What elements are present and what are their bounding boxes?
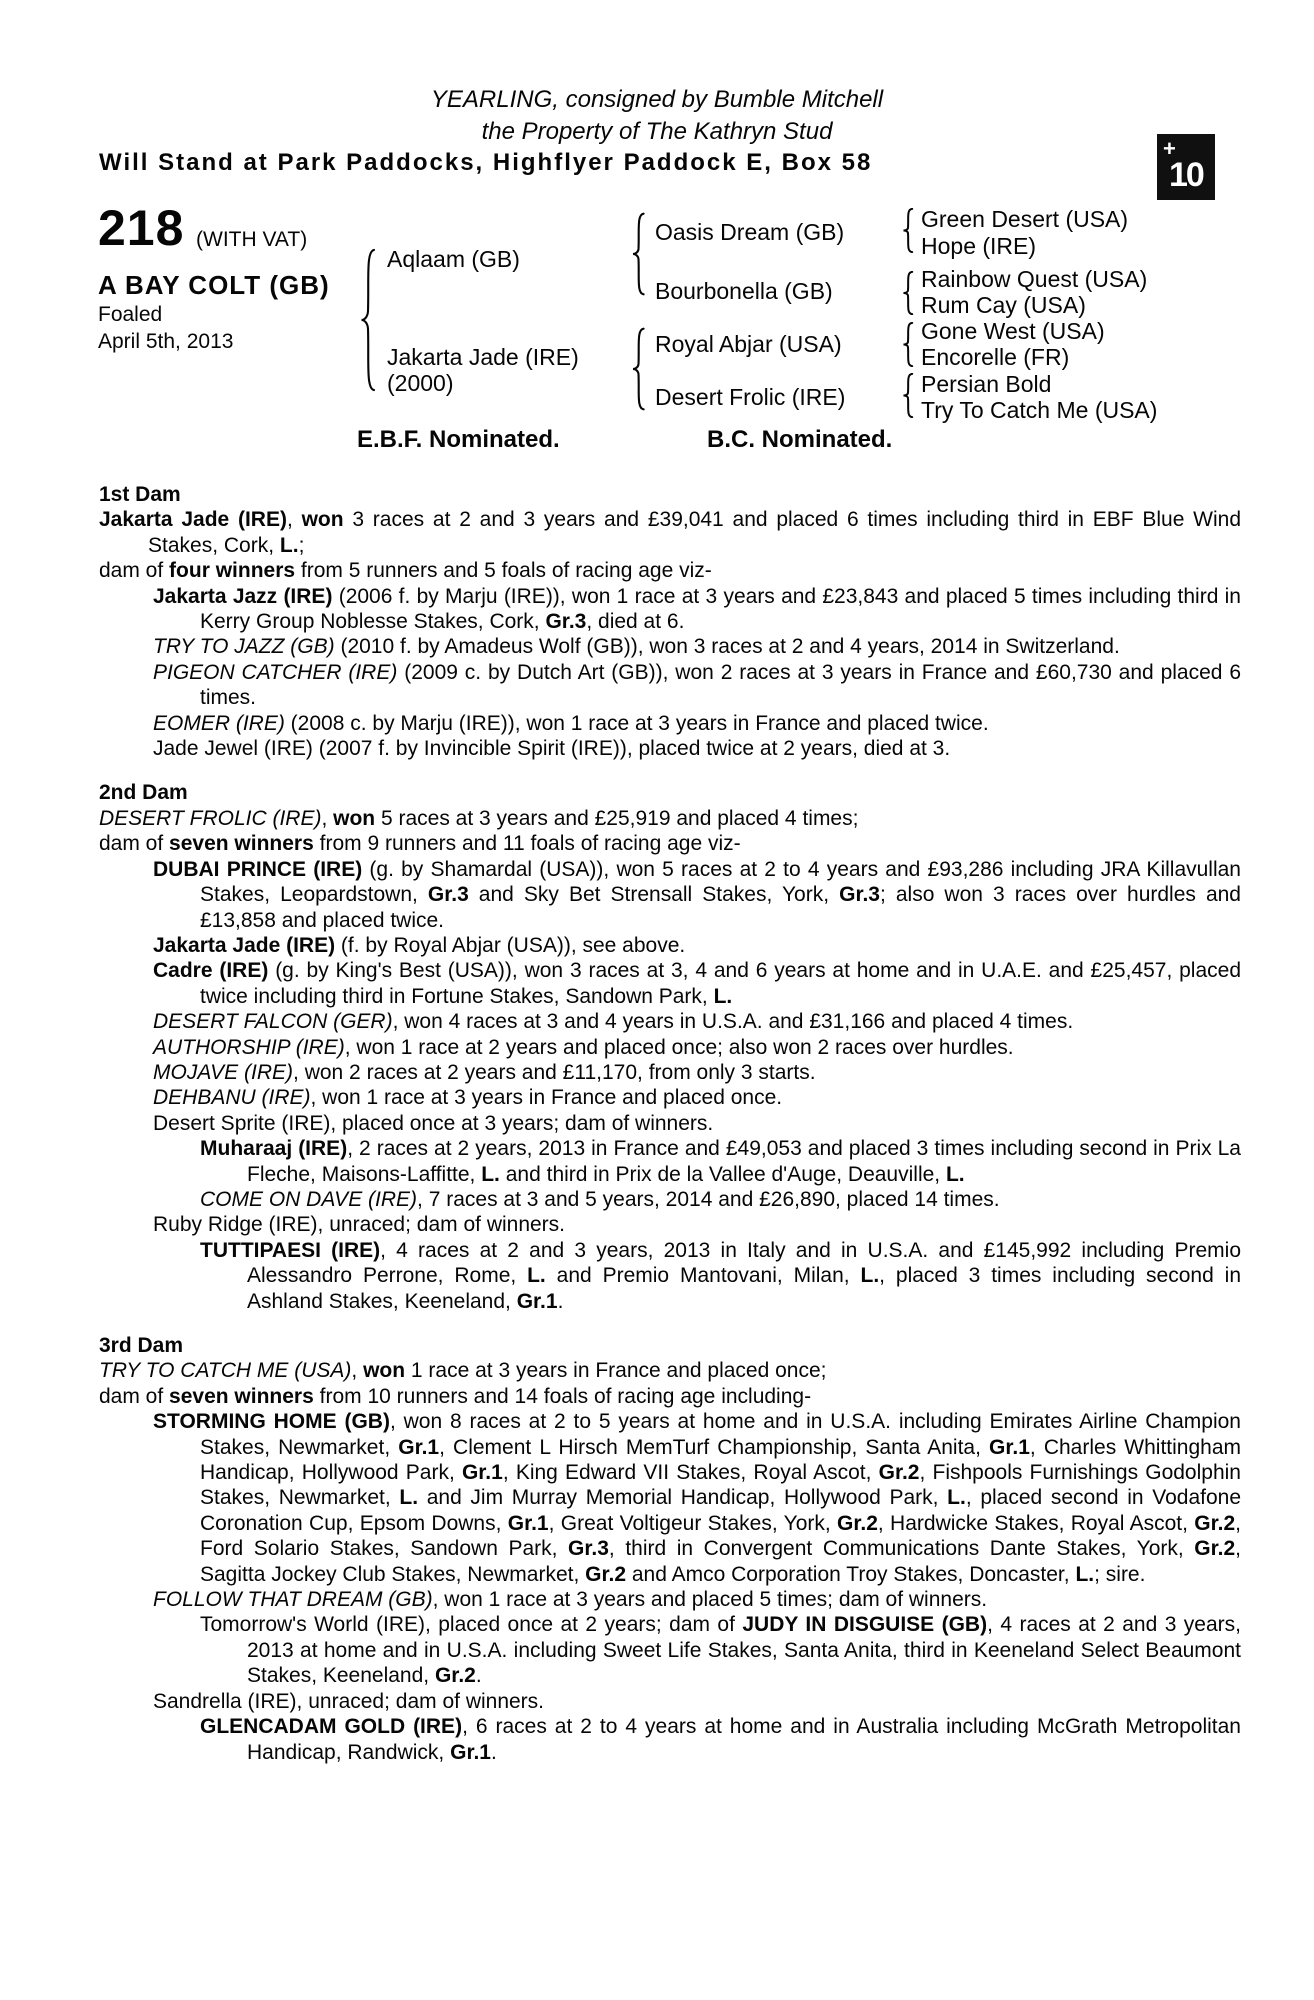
- text-run: Gr.3: [839, 883, 880, 907]
- section-heading: 3rd Dam: [99, 1334, 184, 1357]
- text-run: from 5 runners and 5 foals of racing age viz-: [295, 559, 712, 583]
- text-run: L.: [279, 533, 299, 557]
- text-run: dam of: [99, 559, 170, 583]
- text-run: , Great Voltigeur Stakes, York,: [548, 1511, 838, 1535]
- pedigree-brace-icon: [901, 373, 915, 418]
- text-run: , won 8 races at 2 to 5 years at home and in U.S.A. including Emirates Airline Champion Stakes, Newmarket,: [200, 1410, 1241, 1459]
- text-run: L.: [945, 1162, 965, 1186]
- text-run: , Ford Solario Stakes, Sandown Park,: [200, 1511, 1241, 1561]
- great-grandparent-name: Hope (IRE): [921, 233, 1037, 259]
- horse-description: A BAY COLT (GB): [98, 270, 330, 300]
- text-run: L.: [947, 1486, 966, 1510]
- text-run: TRY TO CATCH ME (USA): [99, 1359, 352, 1383]
- text-run: ,: [321, 806, 334, 830]
- pedigree-brace-icon: [901, 208, 915, 253]
- text-run: 5 races at 3 years and £25,919 and placed 4 times;: [375, 806, 859, 830]
- text-run: EOMER (IRE): [153, 711, 285, 735]
- logo-plus-icon: +: [1163, 136, 1176, 161]
- text-run: DEHBANU (IRE): [153, 1086, 311, 1110]
- vat-status: (WITH VAT): [196, 228, 308, 251]
- text-run: ;: [298, 533, 305, 557]
- section-heading: 2nd Dam: [99, 781, 188, 805]
- text-run: , King Edward VII Stakes, Royal Ascot,: [502, 1461, 879, 1485]
- text-run: from 10 runners and 14 foals of racing age including-: [313, 1384, 812, 1408]
- text-run: (f. by Royal Abjar (USA)), see above.: [335, 933, 686, 957]
- text-run: L.: [860, 1264, 880, 1288]
- text-run: , won 1 race at 3 years in France and placed once.: [310, 1086, 783, 1110]
- catalog-paragraph: [99, 1085, 1241, 1110]
- text-run: 1 race at 3 years in France and placed once;: [405, 1359, 827, 1383]
- text-run: (g. by King's Best (USA)), won 3 races at 3, 4 and 6 years at home and in U.A.E. and £25,457, placed twice including third in Fortune Stakes, Sandown Park,: [200, 959, 1242, 1008]
- dam-section: [99, 482, 1241, 761]
- text-run: won: [363, 1359, 406, 1383]
- text-run: L.: [1075, 1562, 1095, 1586]
- great-grandparent-name: Encorelle (FR): [921, 344, 1070, 370]
- catalog-paragraph: [99, 634, 1241, 659]
- text-run: Muharaaj (IRE): [200, 1137, 348, 1161]
- text-run: Gr.1: [450, 1740, 491, 1764]
- foaled-date: April 5th, 2013: [98, 330, 234, 353]
- text-run: MOJAVE (IRE): [153, 1060, 294, 1084]
- text-run: and Premio Mantovani, Milan,: [545, 1264, 861, 1288]
- text-run: from 9 runners and 11 foals of racing age viz-: [313, 832, 741, 856]
- great-grandparent-name: Rum Cay (USA): [921, 292, 1086, 318]
- text-run: .: [490, 1740, 497, 1764]
- catalog-paragraph: [99, 1212, 1241, 1237]
- text-run: Sandrella (IRE), unraced; dam of winners.: [153, 1689, 545, 1713]
- sire-name: Aqlaam (GB): [387, 246, 520, 272]
- catalog-paragraph: [99, 1384, 1241, 1409]
- text-run: L.: [481, 1162, 500, 1186]
- catalog-paragraph: [99, 507, 1241, 558]
- text-run: .: [557, 1289, 564, 1313]
- catalog-paragraph: [99, 1035, 1241, 1060]
- catalog-paragraph: [99, 736, 1241, 761]
- text-run: Gr.1: [461, 1461, 503, 1485]
- catalog-paragraph: [99, 1136, 1241, 1187]
- text-run: , Fishpools Furnishings Godolphin Stakes, Newmarket,: [200, 1461, 1241, 1510]
- text-run: Ruby Ridge (IRE), unraced; dam of winners.: [153, 1213, 566, 1237]
- text-run: AUTHORSHIP (IRE): [153, 1035, 345, 1059]
- text-run: , Clement L Hirsch MemTurf Championship, Santa Anita,: [439, 1435, 990, 1459]
- text-run: DESERT FROLIC (IRE): [99, 806, 322, 830]
- great-grandparent-name: Persian Bold: [921, 371, 1052, 397]
- text-run: Gr.3: [568, 1537, 609, 1561]
- property-line: the Property of The Kathryn Stud: [481, 118, 833, 145]
- text-run: Gr.1: [989, 1435, 1030, 1459]
- text-run: , died at 6.: [586, 610, 685, 634]
- catalog-paragraph: [99, 1612, 1241, 1688]
- text-run: STORMING HOME (GB): [153, 1410, 390, 1434]
- great-grandparent-name: Gone West (USA): [921, 318, 1105, 344]
- text-run: , won 4 races at 3 and 4 years in U.S.A. and £31,166 and placed 4 times.: [392, 1010, 1074, 1034]
- pedigree-brace-icon: [901, 271, 915, 315]
- text-run: , placed 3 times including second in Ashland Stakes, Keeneland,: [247, 1264, 1241, 1313]
- text-run: ,: [351, 1359, 364, 1383]
- text-run: .: [475, 1664, 482, 1688]
- text-run: dam of: [99, 1384, 170, 1408]
- catalog-paragraph: [99, 1587, 1241, 1612]
- text-run: L.: [527, 1264, 546, 1288]
- text-run: , 6 races at 2 to 4 years at home and in Australia including McGrath Metropolitan Handicap, Randwick,: [247, 1715, 1241, 1764]
- great-grandparent-name: Try To Catch Me (USA): [921, 397, 1158, 423]
- text-run: Desert Sprite (IRE), placed once at 3 years; dam of winners.: [153, 1111, 714, 1135]
- text-run: and Jim Murray Memorial Handicap, Hollywood Park,: [418, 1486, 948, 1510]
- text-run: L.: [713, 984, 733, 1008]
- text-run: and third in Prix de la Vallee d'Auge, Deauville,: [499, 1162, 946, 1186]
- lot-number: 218: [98, 200, 185, 256]
- text-run: dam of: [99, 832, 170, 856]
- text-run: four winners: [169, 559, 296, 583]
- consignor-line: YEARLING, consigned by Bumble Mitchell: [430, 86, 884, 113]
- catalog-paragraph: [99, 831, 1241, 856]
- text-run: Gr.1: [398, 1435, 440, 1459]
- text-run: (2009 c. by Dutch Art (GB)), won 2 races at 3 years in France and £60,730 and placed 6 times.: [200, 660, 1241, 710]
- text-run: Gr.1: [507, 1511, 549, 1535]
- text-run: Gr.3: [545, 610, 587, 634]
- dam-section: [99, 1333, 1241, 1765]
- text-run: GLENCADAM GOLD (IRE): [200, 1715, 463, 1739]
- foaled-label: Foaled: [98, 303, 163, 326]
- text-run: ,: [286, 508, 302, 532]
- catalog-paragraph: [99, 584, 1241, 635]
- dam-name: Jakarta Jade (IRE): [387, 344, 579, 370]
- catalog-paragraph: [99, 1060, 1241, 1085]
- section-heading: 1st Dam: [99, 483, 181, 506]
- text-run: TRY TO JAZZ (GB): [153, 635, 335, 659]
- text-run: ; also won 3 races over hurdles and £13,858 and placed twice.: [200, 883, 1241, 932]
- dam-sections: [99, 482, 1241, 1765]
- text-run: seven winners: [169, 832, 314, 856]
- catalog-paragraph: [99, 558, 1241, 583]
- text-run: Jade Jewel (IRE) (2007 f. by Invincible Spirit (IRE)), placed twice at 2 years, died at 3.: [153, 737, 951, 761]
- text-run: , Hardwicke Stakes, Royal Ascot,: [877, 1511, 1195, 1535]
- logo-number: 10: [1169, 156, 1203, 194]
- text-run: , won 2 races at 2 years and £11,170, from only 3 starts.: [293, 1060, 816, 1084]
- text-run: , won 1 race at 3 years and placed 5 times; dam of winners.: [432, 1588, 988, 1612]
- catalog-paragraph: [99, 1409, 1241, 1587]
- dam-dam-name: Desert Frolic (IRE): [655, 384, 846, 410]
- text-run: , Sagitta Jockey Club Stakes, Newmarket,: [200, 1537, 1241, 1586]
- catalog-paragraph: [99, 958, 1241, 1009]
- text-run: L.: [399, 1486, 419, 1510]
- text-run: Gr.2: [1194, 1537, 1236, 1561]
- text-run: DESERT FALCON (GER): [153, 1010, 393, 1034]
- text-run: , third in Convergent Communications Dante Stakes, York,: [608, 1537, 1195, 1561]
- text-run: Gr.2: [878, 1461, 920, 1485]
- sire-sire-name: Oasis Dream (GB): [655, 219, 845, 245]
- text-run: won: [301, 508, 344, 532]
- text-run: (2010 f. by Amadeus Wolf (GB)), won 3 races at 2 and 4 years, 2014 in Switzerland.: [334, 635, 1120, 659]
- text-run: 3 races at 2 and 3 years and £39,041 and placed 6 times including third in EBF Blue Wind Stakes, Cork,: [148, 508, 1242, 557]
- text-run: , won 1 race at 2 years and placed once; also won 2 races over hurdles.: [344, 1035, 1014, 1059]
- catalog-paragraph: [99, 1238, 1241, 1314]
- text-run: Gr.2: [1194, 1511, 1236, 1535]
- catalog-paragraph: [99, 1714, 1241, 1765]
- sale-book-logo: [1157, 134, 1215, 200]
- catalog-paragraph: [99, 1187, 1241, 1212]
- text-run: ; sire.: [1094, 1562, 1146, 1586]
- text-run: (2006 f. by Marju (IRE)), won 1 race at 3 years and £23,843 and placed 5 times including third in Kerry Group Noblesse Stakes, Cork,: [200, 584, 1241, 634]
- text-run: FOLLOW THAT DREAM (GB): [153, 1588, 433, 1612]
- text-run: Jakarta Jade (IRE): [153, 933, 336, 957]
- pedigree-brace-icon: [358, 247, 378, 393]
- catalog-paragraph: [99, 933, 1241, 958]
- text-run: (2008 c. by Marju (IRE)), won 1 race at 3 years in France and placed twice.: [284, 711, 989, 735]
- dam-sire-name: Royal Abjar (USA): [655, 331, 842, 357]
- text-run: Gr.2: [585, 1562, 627, 1586]
- text-run: and Sky Bet Strensall Stakes, York,: [468, 883, 840, 907]
- catalog-paragraph: [99, 857, 1241, 933]
- text-run: Jakarta Jade (IRE): [99, 508, 287, 532]
- text-run: , 7 races at 3 and 5 years, 2014 and £26,890, placed 14 times.: [417, 1187, 1000, 1211]
- catalog-paragraph: [99, 660, 1241, 711]
- text-run: seven winners: [169, 1384, 314, 1408]
- pedigree-brace-icon: [630, 327, 647, 411]
- text-run: TUTTIPAESI (IRE): [200, 1238, 381, 1262]
- stand-location-line: Will Stand at Park Paddocks, Highflyer Paddock E, Box 58: [99, 149, 873, 176]
- text-run: Tomorrow's World (IRE), placed once at 2 years; dam of: [200, 1613, 743, 1637]
- pedigree-brace-icon: [901, 322, 915, 367]
- text-run: DUBAI PRINCE (IRE): [153, 857, 363, 881]
- text-run: PIGEON CATCHER (IRE): [153, 660, 398, 684]
- text-run: Gr.3: [427, 883, 469, 907]
- bc-nomination: B.C. Nominated.: [707, 426, 893, 453]
- text-run: won: [333, 806, 376, 830]
- text-run: Cadre (IRE): [153, 959, 269, 983]
- dam-section: [99, 780, 1241, 1314]
- pedigree-brace-icon: [630, 212, 647, 296]
- catalog-paragraph: [99, 711, 1241, 736]
- catalog-paragraph: [99, 806, 1241, 831]
- text-run: , 4 races at 2 and 3 years, 2013 in Italy and in U.S.A. and £145,992 including Premio Alessandro Perrone, Rome,: [247, 1238, 1241, 1288]
- text-run: Gr.2: [837, 1511, 878, 1535]
- dam-year: (2000): [387, 370, 454, 396]
- text-run: Gr.1: [516, 1289, 558, 1313]
- text-run: , Charles Whittingham Handicap, Hollywood Park,: [200, 1435, 1241, 1485]
- text-run: (g. by Shamardal (USA)), won 5 races at 2 to 4 years and £93,286 including JRA Killavullan Stakes, Leopardstown,: [200, 857, 1241, 907]
- sire-dam-name: Bourbonella (GB): [655, 278, 833, 304]
- catalog-paragraph: [99, 1111, 1241, 1136]
- catalog-paragraph: [99, 1358, 1241, 1383]
- text-run: , placed second in Vodafone Coronation Cup, Epsom Downs,: [200, 1486, 1241, 1535]
- ebf-nomination: E.B.F. Nominated.: [357, 426, 560, 453]
- catalog-paragraph: [99, 1689, 1241, 1714]
- text-run: COME ON DAVE (IRE): [200, 1187, 418, 1211]
- catalog-paragraph: [99, 1009, 1241, 1034]
- text-run: , 4 races at 2 and 3 years, 2013 at home and in U.S.A. including Sweet Life Stakes, Santa Anita, third in Keeneland Select Beaumont Stakes, Keeneland,: [247, 1613, 1241, 1688]
- great-grandparent-name: Green Desert (USA): [921, 206, 1129, 232]
- text-run: , 2 races at 2 years, 2013 in France and £49,053 and placed 3 times including second in Prix La Fleche, Maisons-Laffitte,: [247, 1137, 1241, 1186]
- great-grandparent-name: Rainbow Quest (USA): [921, 266, 1148, 292]
- text-run: Gr.2: [434, 1664, 476, 1688]
- text-run: Jakarta Jazz (IRE): [153, 584, 333, 608]
- text-run: and Amco Corporation Troy Stakes, Doncaster,: [626, 1562, 1076, 1586]
- text-run: JUDY IN DISGUISE (GB): [742, 1613, 988, 1637]
